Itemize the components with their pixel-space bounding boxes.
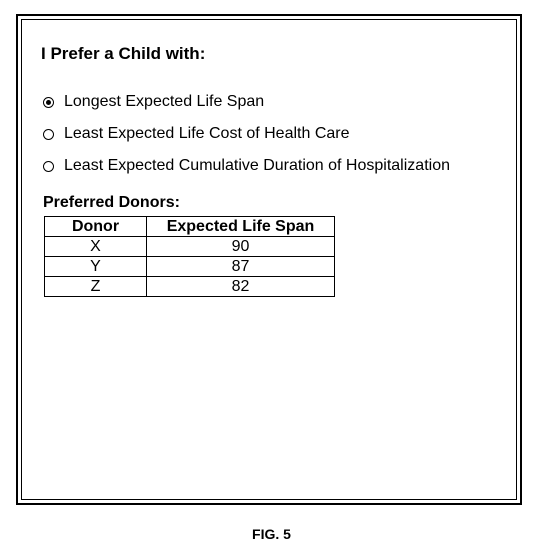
option-longest-life-span[interactable] [43,86,450,118]
life-span-cell: 82 [147,277,335,297]
donor-cell: Y [45,257,147,277]
radio-dot-icon [46,100,51,105]
option-least-health-care-cost[interactable] [43,118,450,150]
figure-caption: FIG. 5 [252,526,291,542]
option-label: Least Expected Cumulative Duration of Hospitalization [64,157,450,174]
life-span-cell: 90 [147,237,335,257]
radio-button[interactable] [43,161,54,172]
option-label: Least Expected Life Cost of Health Care [64,125,350,142]
radio-button[interactable] [43,129,54,140]
preference-heading: I Prefer a Child with: [41,44,206,63]
table-header-row [45,217,335,237]
preference-panel-inner [21,19,517,500]
donor-cell: Z [45,277,147,297]
table-row [45,277,335,297]
table-row [45,237,335,257]
option-label: Longest Expected Life Span [64,93,265,110]
preference-panel [16,14,522,505]
donors-table [44,216,335,297]
column-header-donor: Donor [45,217,147,237]
preferred-donors-title: Preferred Donors: [43,194,180,211]
table-row [45,257,335,277]
donor-cell: X [45,237,147,257]
preference-options [43,86,450,182]
radio-button-selected[interactable] [43,97,54,108]
column-header-expected-life-span: Expected Life Span [147,217,335,237]
option-least-hospitalization-duration[interactable] [43,150,450,182]
life-span-cell: 87 [147,257,335,277]
